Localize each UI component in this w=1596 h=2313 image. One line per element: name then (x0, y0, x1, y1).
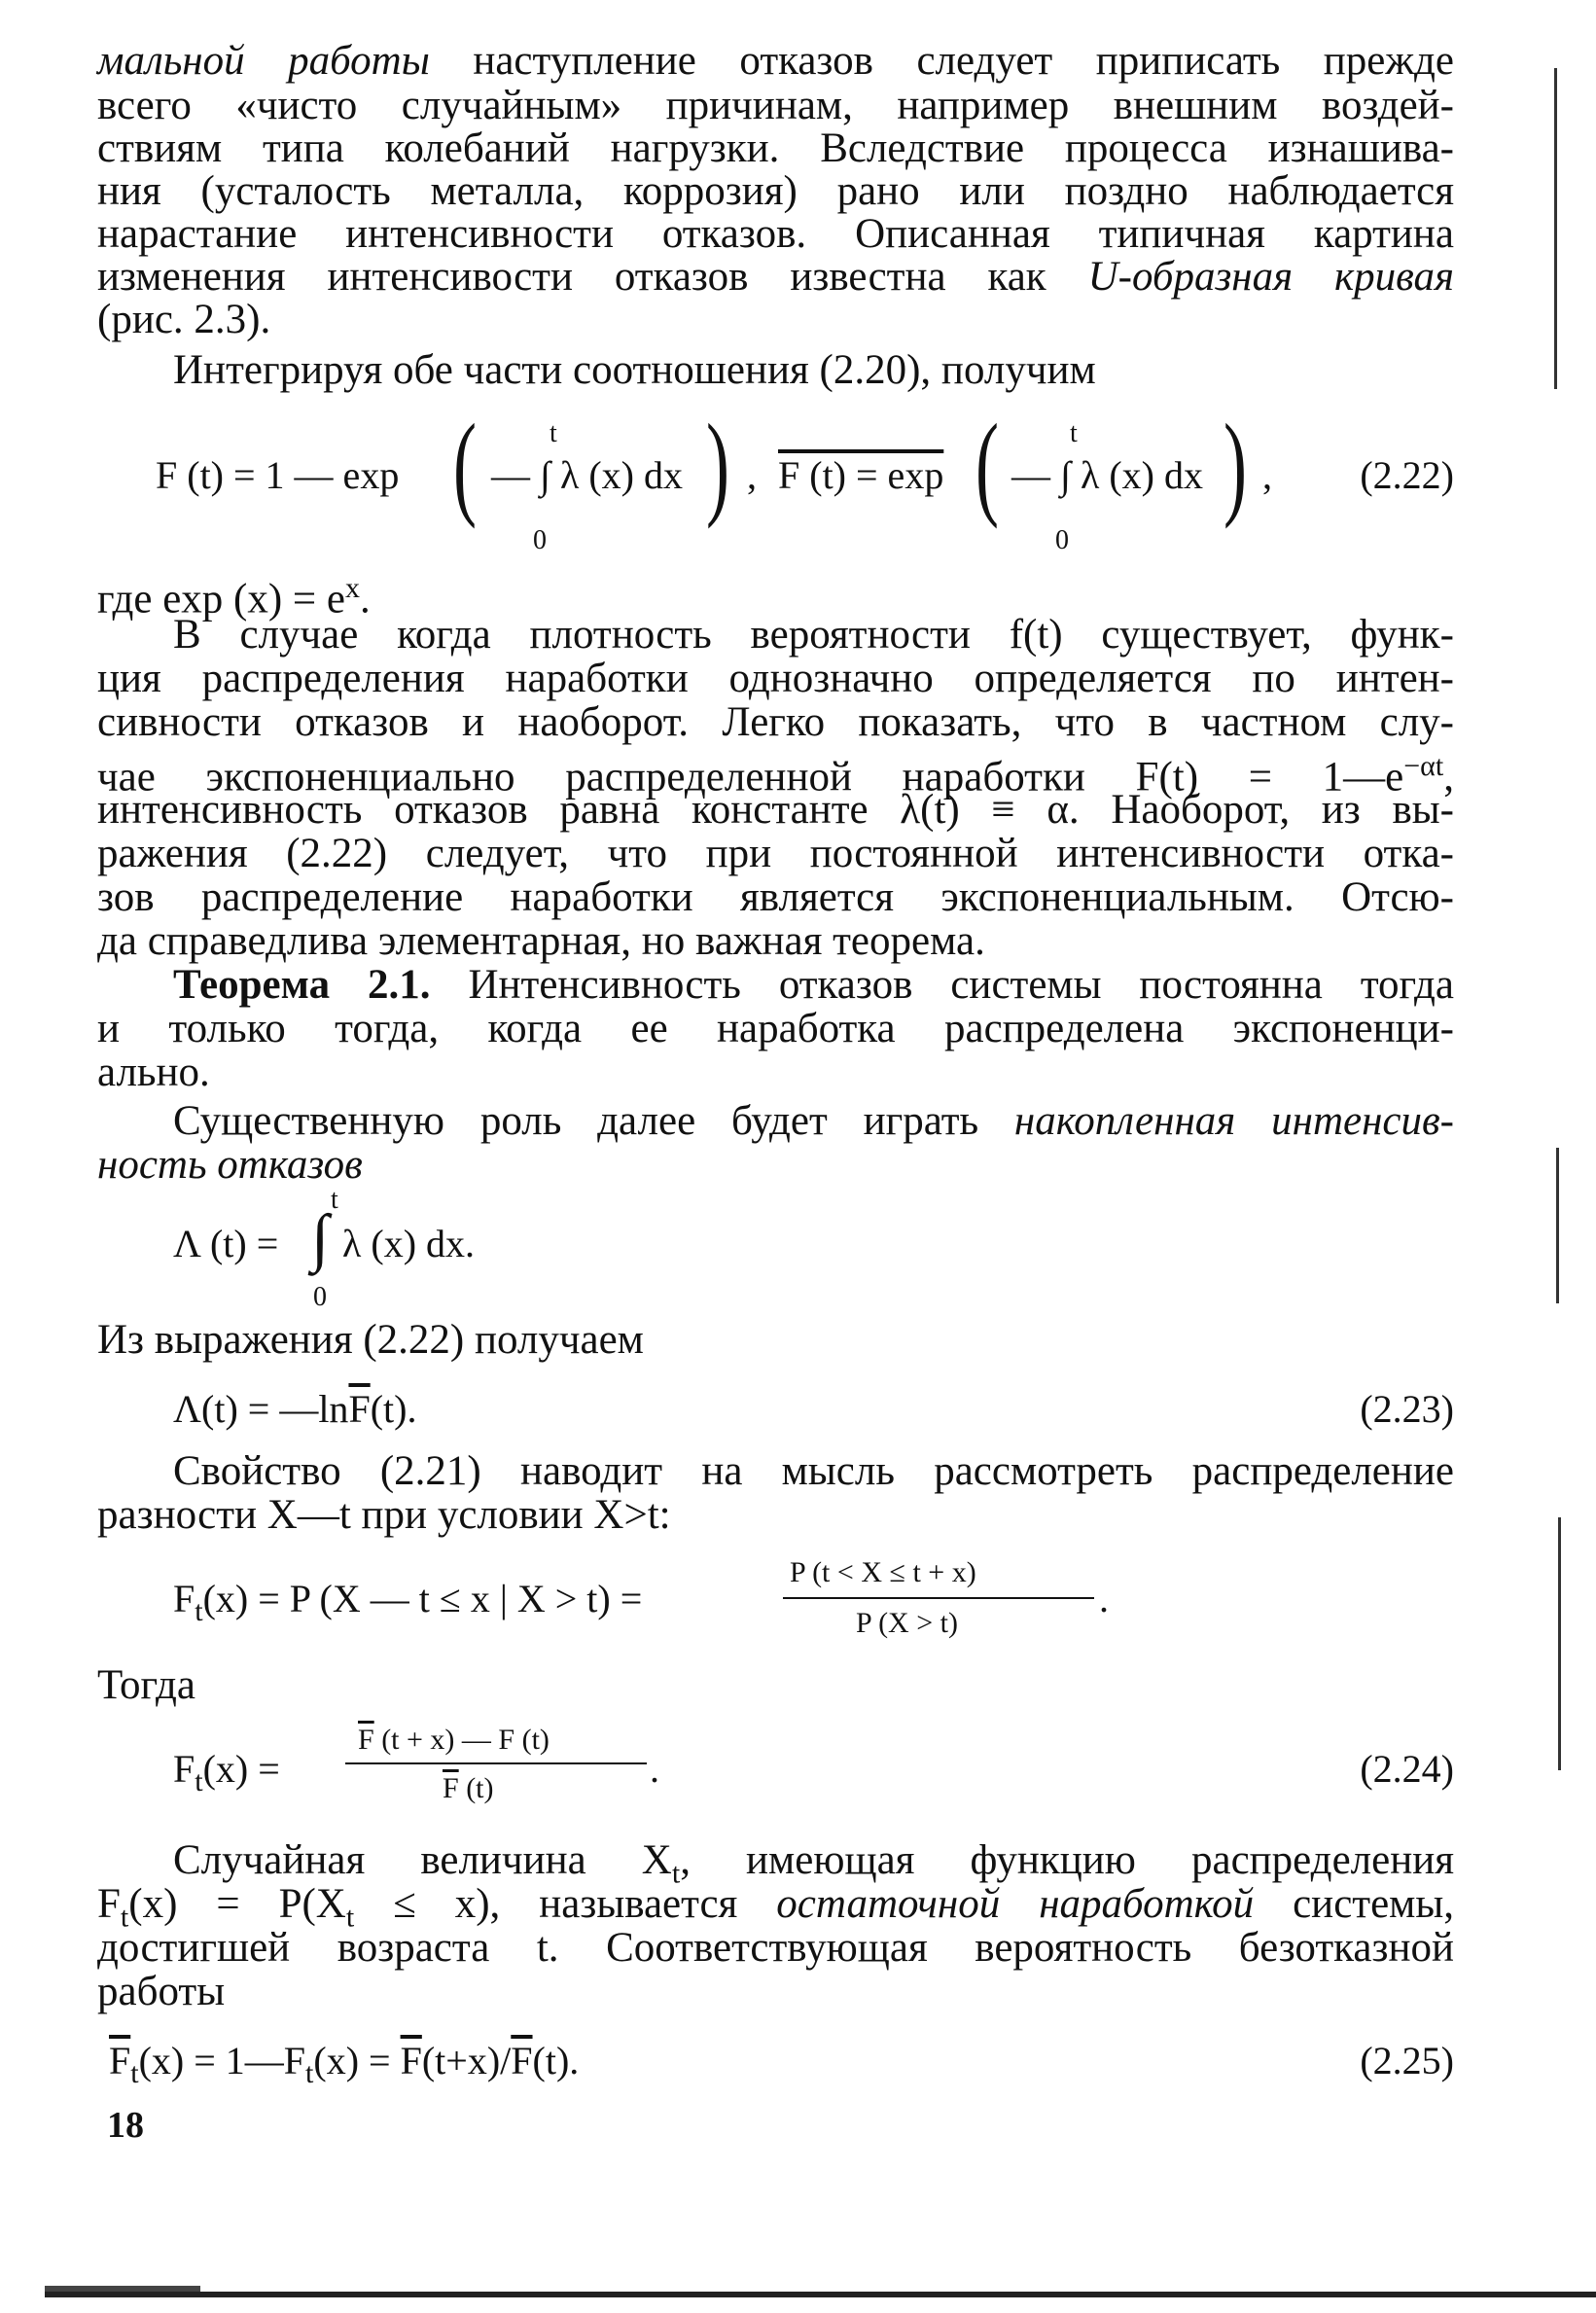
italic-phrase: U-образная кривая (1087, 254, 1454, 300)
text-line: зов распределение наработки является экспоненциальным. Отсю- (97, 874, 1454, 920)
text-line: да справедлива элементарная, но важная теорема. (97, 918, 985, 964)
theorem-line (173, 963, 1454, 1008)
text-span: (t). (370, 1387, 417, 1431)
text-span: (t). (532, 2039, 580, 2082)
equation-number: (2.22) (1360, 453, 1454, 497)
text-line: работы (97, 1969, 226, 2014)
text-span: F (t) = exp (778, 453, 944, 497)
paren-close: ) (705, 400, 729, 529)
eq-comma: , (1262, 453, 1272, 497)
text-line: и только тогда, когда ее наработка распределена экспоненци- (97, 1006, 1454, 1051)
text-span: Случайная величина X (173, 1837, 672, 1883)
text-span: (x) = 1—F (138, 2039, 306, 2082)
upper-limit: t (331, 1185, 338, 1215)
text-span: Интенсивность отказов системы постоянна тогда (430, 962, 1455, 1008)
text-span: (t+x)/ (421, 2039, 512, 2082)
upper-limit: t (550, 418, 557, 448)
lower-limit: 0 (1055, 525, 1069, 555)
text-span: F (173, 1577, 195, 1620)
text-line: сивности отказов и наоборот. Легко показать, что в частном слу- (97, 699, 1454, 745)
superscript: −αt (1403, 750, 1444, 782)
scan-edge-mark (1554, 68, 1557, 389)
text-span: (x) = P(X (128, 1881, 346, 1927)
subscript: t (120, 1901, 129, 1934)
text-line: нарастание интенсивности отказов. Описанная типичная картина (97, 211, 1454, 257)
text-span: (x) = (202, 1747, 280, 1791)
text-line: ция распределения наработки однозначно определяется по интен- (97, 656, 1454, 701)
integral-sign: ∫ (311, 1202, 330, 1273)
text-span: (x) = P (X — t ≤ x | X > t) = (202, 1577, 643, 1620)
eq-end: . (1099, 1577, 1109, 1620)
text-line: Интегрируя обе части соотношения (2.20), получим (173, 347, 1096, 393)
eq-lhs (173, 1746, 280, 1798)
text-span: Λ(t) = —ln (173, 1387, 349, 1431)
equation-number: (2.25) (1360, 2039, 1454, 2082)
text-span: ≤ x), называется (354, 1881, 777, 1927)
paren-open: ( (452, 400, 477, 529)
text-line: В случае когда плотность вероятности f(t) существует, функ- (173, 612, 1454, 658)
text-line: Свойство (2.21) наводит на мысль рассмотреть распределение (173, 1448, 1454, 1494)
text-span: , имеющая функцию распределения (680, 1837, 1454, 1883)
fraction-numerator (358, 1724, 550, 1757)
paren-open: ( (975, 400, 999, 529)
text-line: разности X—t при условии X>t: (97, 1492, 671, 1538)
fraction-denominator: P (X > t) (856, 1607, 958, 1639)
italic-phrase: остаточной наработкой (776, 1881, 1255, 1927)
text-span: $\overline{F}$ (511, 2039, 533, 2082)
subscript: t (305, 2057, 314, 2089)
text-span: изменения интенсивости отказов известна как (97, 254, 1046, 300)
italic-phrase: мальной работы (97, 38, 430, 84)
eq-lhs: Λ (t) = (173, 1222, 279, 1265)
eq-integrand: — ∫ λ (x) dx (1011, 453, 1203, 497)
italic-phrase: накопленная интенсив- (1013, 1098, 1454, 1144)
upper-limit: t (1070, 418, 1078, 448)
text-span: чае экспоненциально распределенной наработки F(t) = 1—e (97, 754, 1404, 801)
subscript: t (130, 2057, 139, 2089)
eq-lhs: F (t) = 1 — exp (156, 453, 400, 497)
eq-lhs (173, 1576, 642, 1628)
equation-number: (2.23) (1360, 1387, 1454, 1431)
scan-bottom-rule (45, 2292, 1596, 2297)
text-line (97, 39, 1454, 84)
eq-body (109, 2038, 579, 2090)
fraction-denominator (443, 1772, 494, 1805)
fraction-numerator: P (t < X ≤ t + x) (790, 1556, 976, 1588)
text-line (97, 255, 1454, 300)
text-span: $\overline{F}$ (348, 1387, 371, 1431)
eq-lhs-2 (778, 452, 943, 498)
text-span: системы, (1254, 1881, 1455, 1927)
eq-integrand: — ∫ λ (x) dx (491, 453, 683, 497)
text-line: всего «чисто случайным» причинам, например внешним воздей- (97, 83, 1454, 128)
text-span: $\overline{F}$ (400, 2039, 422, 2082)
lower-limit: 0 (313, 1282, 327, 1312)
text-line: ально. (97, 1050, 210, 1095)
text-span: (t) (458, 1772, 494, 1804)
text-line: ность отказов (97, 1142, 363, 1188)
text-line: (рис. 2.3). (97, 297, 271, 342)
subscript: t (671, 1857, 681, 1890)
text-span: (t + x) — F (t) (373, 1724, 550, 1756)
eq-comma: , (747, 453, 757, 497)
subscript: t (195, 1765, 203, 1797)
text-line: Из выражения (2.22) получаем (97, 1317, 644, 1363)
fraction-bar (345, 1762, 647, 1764)
subscript: t (195, 1595, 203, 1627)
text-span: F (173, 1747, 195, 1791)
text-line: Тогда (97, 1662, 195, 1708)
text-span: Существенную роль далее будет играть (173, 1098, 1014, 1144)
text-line: ствиям типа колебаний нагрузки. Вследствие процесса изнашива- (97, 125, 1454, 171)
text-line: достигшей возраста t. Соответствующая вероятность безотказной (97, 1925, 1454, 1971)
subscript: t (345, 1901, 355, 1934)
text-span: . (360, 576, 371, 623)
scan-edge-mark (1556, 1148, 1559, 1303)
text-line (173, 1099, 1454, 1144)
text-span: наступление отказов следует приписать прежде (429, 38, 1454, 84)
text-line: ния (усталость металла, коррозия) рано или поздно наблюдается (97, 168, 1454, 214)
theorem-label: Теорема 2.1. (173, 962, 431, 1008)
eq-rhs: λ (x) dx. (342, 1222, 476, 1265)
text-span: где exp (x) = e (97, 576, 346, 623)
page-number: 18 (107, 2105, 144, 2146)
superscript: x (345, 572, 361, 604)
lower-limit: 0 (533, 525, 547, 555)
scan-edge-mark (1558, 1517, 1561, 1770)
eq-body (173, 1386, 416, 1432)
text-span: F (97, 1881, 121, 1927)
text-span: (x) = (313, 2039, 401, 2082)
eq-end: . (650, 1747, 659, 1791)
text-line: ражения (2.22) следует, что при постоянной интенсивности отка- (97, 831, 1454, 876)
text-span: , (1443, 754, 1454, 801)
text-span: $\overline{F}$ (358, 1724, 374, 1756)
text-span: $\overline{F}$ (109, 2039, 131, 2082)
paren-close: ) (1223, 400, 1247, 529)
text-span: $\overline{F}$ (443, 1772, 459, 1804)
fraction-bar (783, 1597, 1094, 1599)
equation-number: (2.24) (1360, 1747, 1454, 1791)
text-line: интенсивность отказов равна константе λ(t) ≡ α. Наоборот, из вы- (97, 787, 1454, 833)
